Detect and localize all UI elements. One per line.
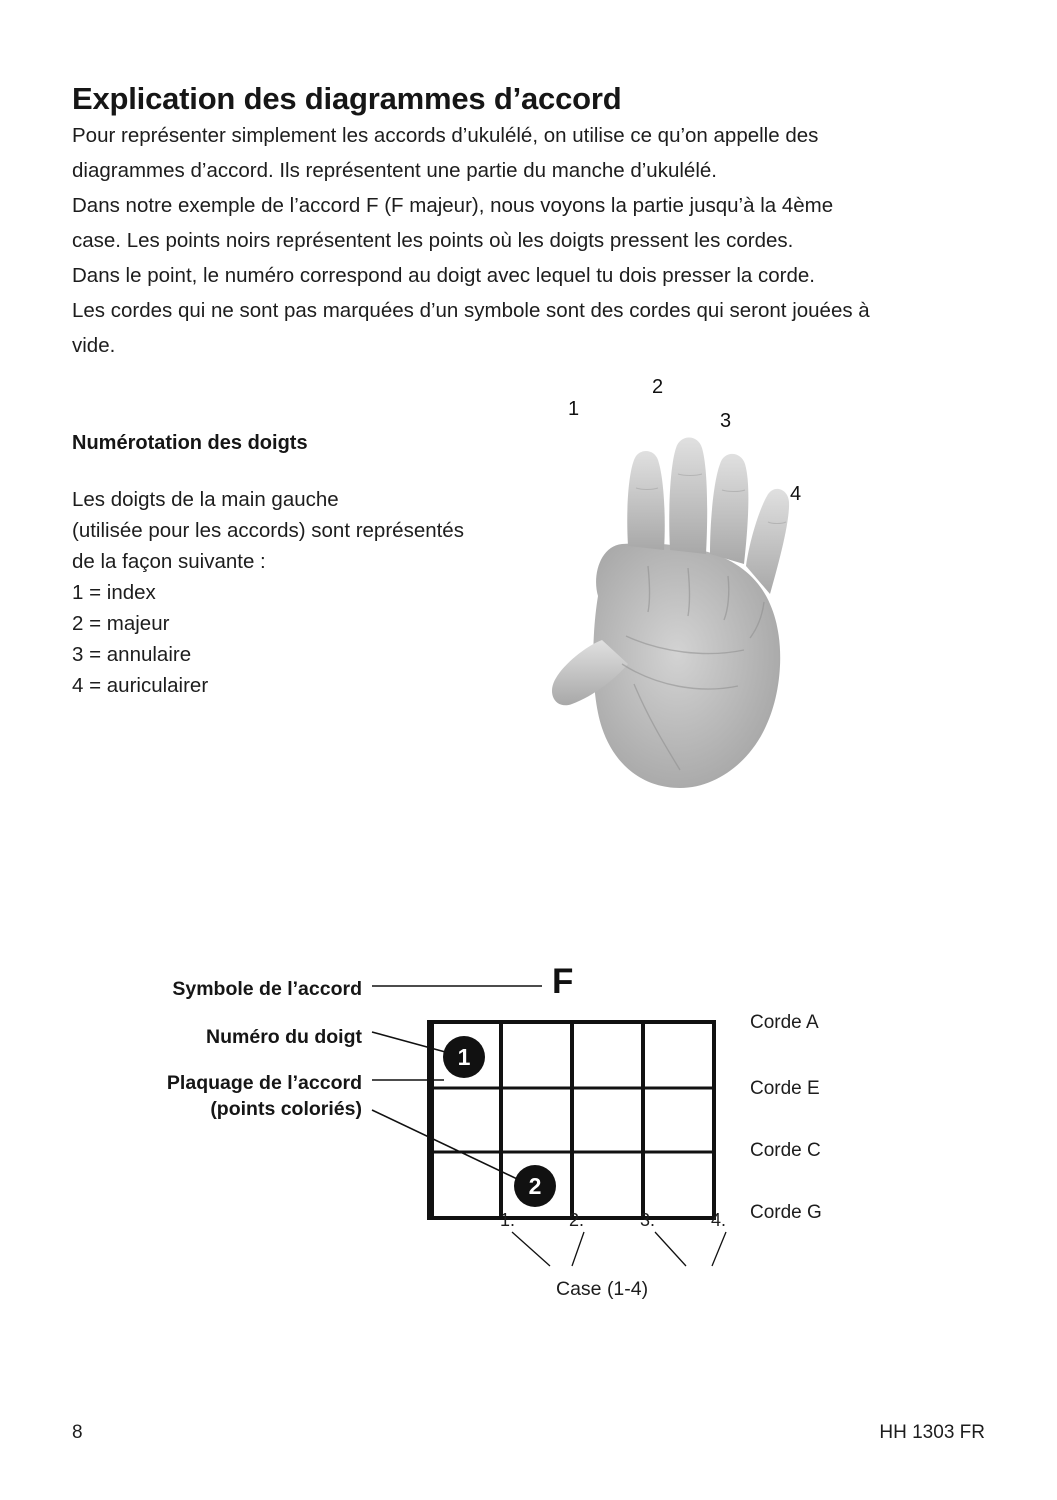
callout-chord-shape-sub: (points coloriés) — [210, 1098, 362, 1120]
hand-label-ring: 3 — [720, 410, 732, 432]
hand-label-pinky: 4 — [790, 483, 802, 505]
fret-caption: Case (1-4) — [556, 1278, 649, 1300]
chord-symbol-f: F — [552, 962, 574, 1001]
open-hand-photo — [530, 426, 830, 836]
callout-chord-symbol: Symbole de l’accord — [172, 978, 362, 1000]
finger-line: de la façon suivante : — [72, 550, 266, 573]
hand-label-middle: 2 — [652, 376, 664, 398]
chord-dot-finger-2: 2 — [514, 1165, 556, 1207]
chord-dot-finger-1: 1 — [443, 1036, 485, 1078]
callout-finger-number: Numéro du doigt — [206, 1026, 362, 1048]
finger-line: 1 = index — [72, 581, 156, 604]
page-title: Explication des diagrammes d’accord — [72, 80, 622, 116]
string-label-a: Corde A — [750, 1012, 819, 1033]
fret-number-3: 3. — [640, 1210, 656, 1230]
intro-line: vide. — [72, 334, 116, 357]
finger-line: Les doigts de la main gauche — [72, 488, 339, 511]
intro-line: case. Les points noirs représentent les points où les doigts pressent les cordes. — [72, 229, 794, 252]
page-number: 8 — [72, 1422, 83, 1443]
string-label-g: Corde G — [750, 1202, 822, 1223]
finger-line: (utilisée pour les accords) sont représentés — [72, 519, 464, 542]
finger-line: 4 = auriculairer — [72, 674, 209, 697]
intro-line: Pour représenter simplement les accords d’ukulélé, on utilise ce qu’on appelle des — [72, 124, 819, 147]
fret-number-4: 4. — [711, 1210, 727, 1230]
chord-diagram — [72, 940, 992, 1320]
intro-line: Dans notre exemple de l’accord F (F majeur), nous voyons la partie jusqu’à la 4ème — [72, 194, 834, 217]
intro-line: Les cordes qui ne sont pas marquées d’un symbole sont des cordes qui seront jouées à — [72, 299, 870, 322]
fretboard-grid — [72, 940, 992, 1320]
finger-line: 3 = annulaire — [72, 643, 192, 666]
finger-numbering-heading: Numérotation des doigts — [72, 432, 308, 454]
document-code: HH 1303 FR — [879, 1422, 985, 1443]
hand-illustration — [420, 376, 840, 850]
fret-number-2: 2. — [569, 1210, 585, 1230]
intro-line: Dans le point, le numéro correspond au doigt avec lequel tu dois presser la corde. — [72, 264, 815, 287]
hand-label-index: 1 — [568, 398, 580, 420]
fret-number-1: 1. — [500, 1210, 516, 1230]
callout-chord-shape: Plaquage de l’accord — [166, 1072, 362, 1094]
string-label-c: Corde C — [750, 1140, 821, 1161]
finger-line: 2 = majeur — [72, 612, 170, 635]
string-label-e: Corde E — [750, 1078, 820, 1099]
intro-line: diagrammes d’accord. Ils représentent une partie du manche d’ukulélé. — [72, 159, 717, 182]
intro-paragraph — [72, 118, 992, 363]
